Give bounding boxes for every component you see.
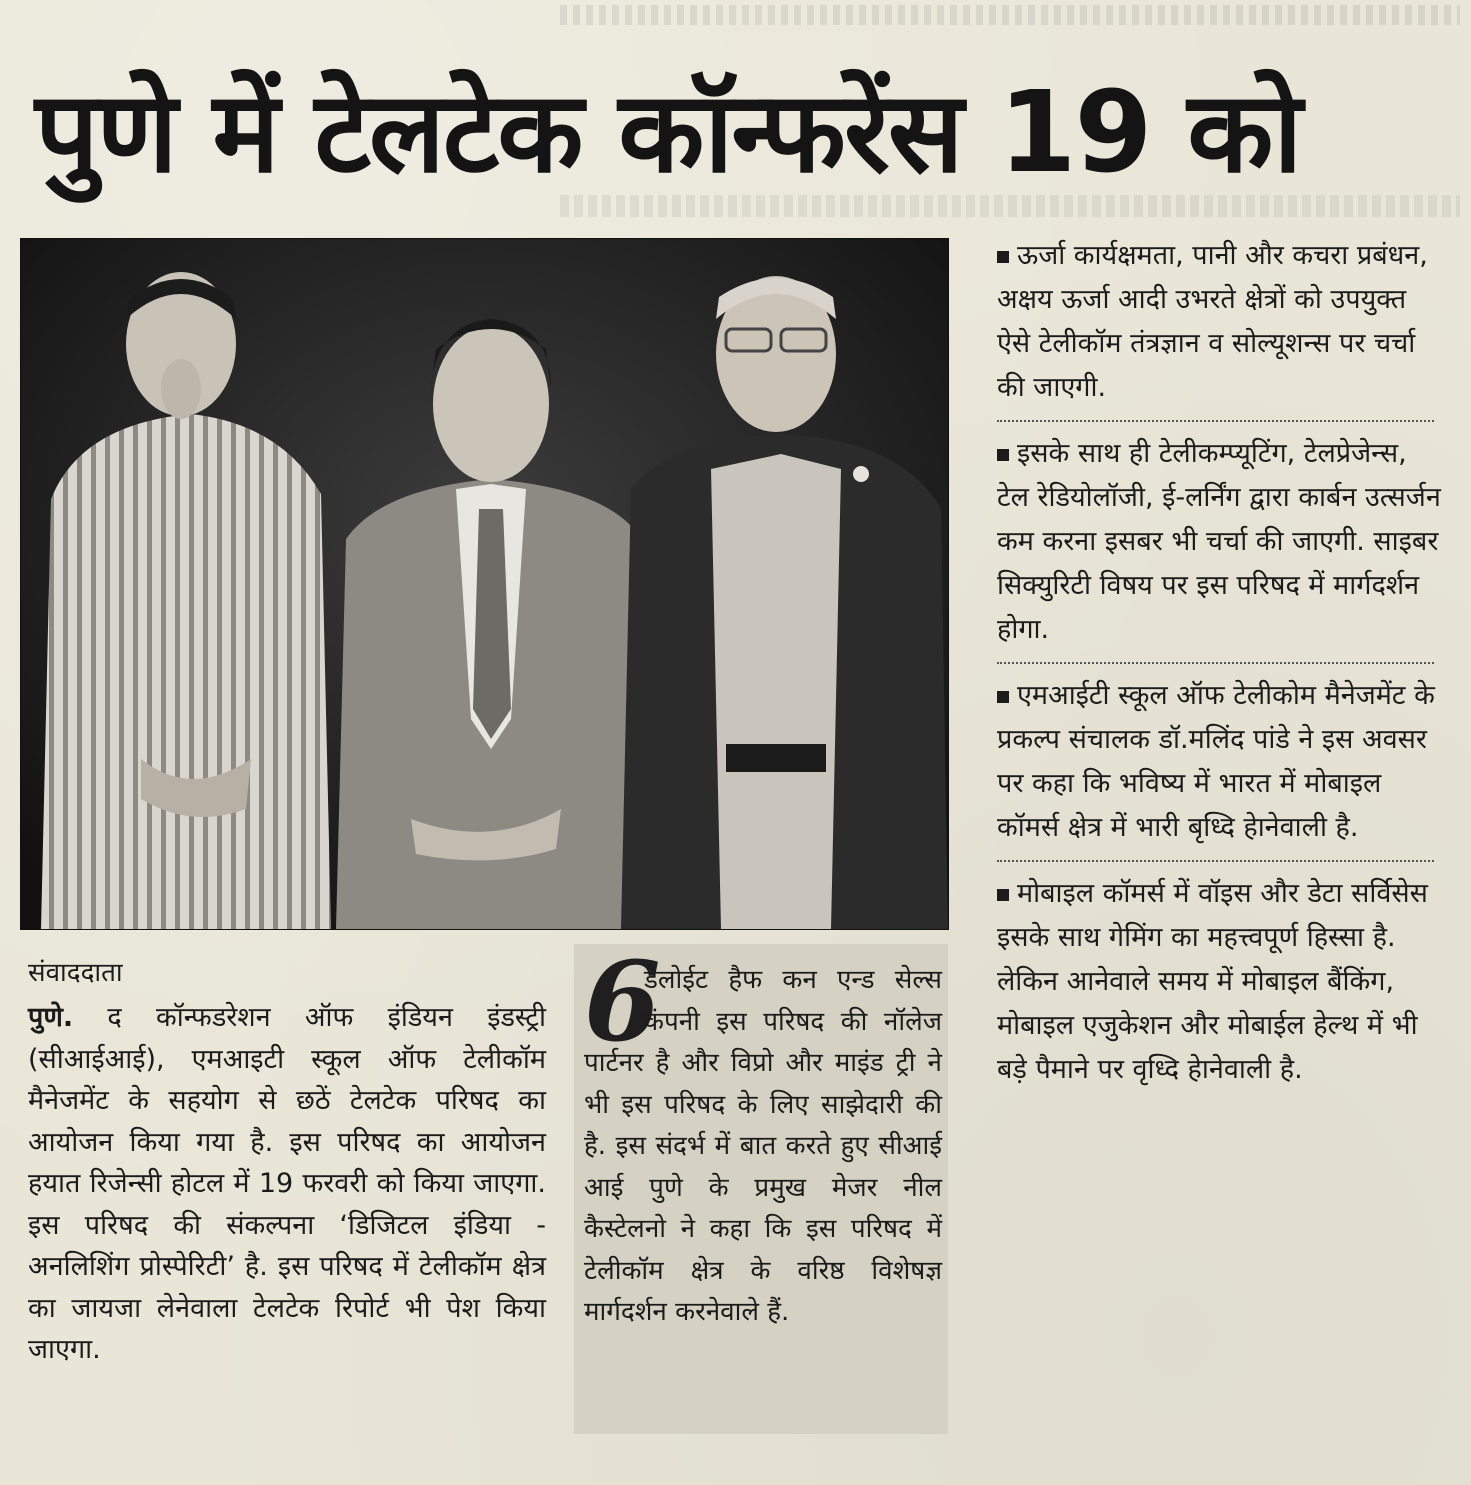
bullet-column — [997, 232, 1442, 1098]
dotted-separator — [997, 662, 1434, 664]
bullet-text: मोबाइल कॉमर्स में वॉइस और डेटा सर्विसेस इसके साथ गेमिंग का महत्त्वपूर्ण हिस्सा है. लेकिन आनेवाले समय में मोबाइल बैंकिंग, मोबाइल एजुकेशन और मोबाईल हेल्थ में भी बड़े पैमाने पर वृध्दि हेानेवाली है. — [997, 878, 1428, 1085]
bullet-item — [997, 232, 1442, 416]
pull-quote-text — [584, 960, 942, 1334]
bullet-text: ऊर्जा कार्यक्षमता, पानी और कचरा प्रबंधन, अक्षय ऊर्जा आदी उभरते क्षेत्रों को उपयुक्त ऐसे टेलीकॉम तंत्रज्ञान व सोल्यूशन्स पर चर्चा की जाएगी. — [997, 240, 1428, 403]
bullet-item — [997, 870, 1442, 1098]
bullet-item — [997, 672, 1442, 856]
bullet-item — [997, 430, 1442, 658]
bullet-text: एमआईटी स्कूल ऑफ टेलीकोम मैनेजमेंट के प्रकल्प संचालक डॉ.मलिंद पांडे ने इस अवसर पर कहा कि भविष्य में भारत में मोबाइल कॉमर्स क्षेत्र में भारी बृध्दि हेानेवाली है. — [997, 680, 1435, 843]
dotted-separator — [997, 420, 1434, 422]
bleed-through-text — [560, 5, 1460, 25]
pull-quote-body: डेलोईट हैफ कन एन्ड सेल्स कंपनी इस परिषद की नॉलेज पार्टनर है और विप्रो और माइंड ट्री ने भी इस परिषद के लिए साझेदारी की है. इस संदर्भ में बात करते हुए सीआई आई पुणे के प्रमुख मेजर नील कैस्टेलनो ने कहा कि इस परिषद में टेलीकॉम क्षेत्र के वरिष्ठ विशेषज्ञ मार्गदर्शन करनेवाले हैं. — [584, 965, 942, 1327]
bullet-text: इसके साथ ही टेलीकम्प्यूटिंग, टेलप्रेजेन्स, टेल रेडियोलॉजी, ई-लर्निंग द्वारा कार्बन उत्सर्जन कम करना इसबर भी चर्चा की जाएगी. साइबर सिक्युरिटी विषय पर इस परिषद में मार्गदर्शन होगा. — [997, 438, 1441, 645]
dotted-separator — [997, 860, 1434, 862]
headline: पुणे में टेलटेक कॉन्फरेंस 19 को — [35, 68, 1301, 198]
dateline: पुणे. — [28, 1002, 74, 1033]
quote-mark-icon: 6 — [584, 937, 661, 1066]
bullet-square-icon — [997, 889, 1009, 901]
byline: संवाददाता — [28, 958, 123, 988]
photo-three-men-icon — [21, 239, 948, 929]
bullet-square-icon — [997, 251, 1009, 263]
article-body: द कॉन्फडरेशन ऑफ इंडियन इंडस्ट्री (सीआईआई), एमआइटी स्कूल ऑफ टेलीकॉम मैनेजमेंट के सहयोग से छठें टेलटेक परिषद का आयोजन किया गया है. इस परिषद का आयोजन हयात रिजेन्सी होटल में 19 फरवरी को किया जाएगा. इस परिषद की संकल्पना ‘डिजिटल इंडिया - अनलिशिंग प्रोस्पेरिटी’ है. इस परिषद में टेलीकॉम क्षेत्र का जायजा लेनेवाला टेलटेक रिपोर्ट भी पेश किया जाएगा. — [28, 1002, 546, 1365]
news-photo — [20, 238, 949, 930]
bullet-square-icon — [997, 449, 1009, 461]
main-article — [28, 997, 546, 1371]
bullet-square-icon — [997, 691, 1009, 703]
